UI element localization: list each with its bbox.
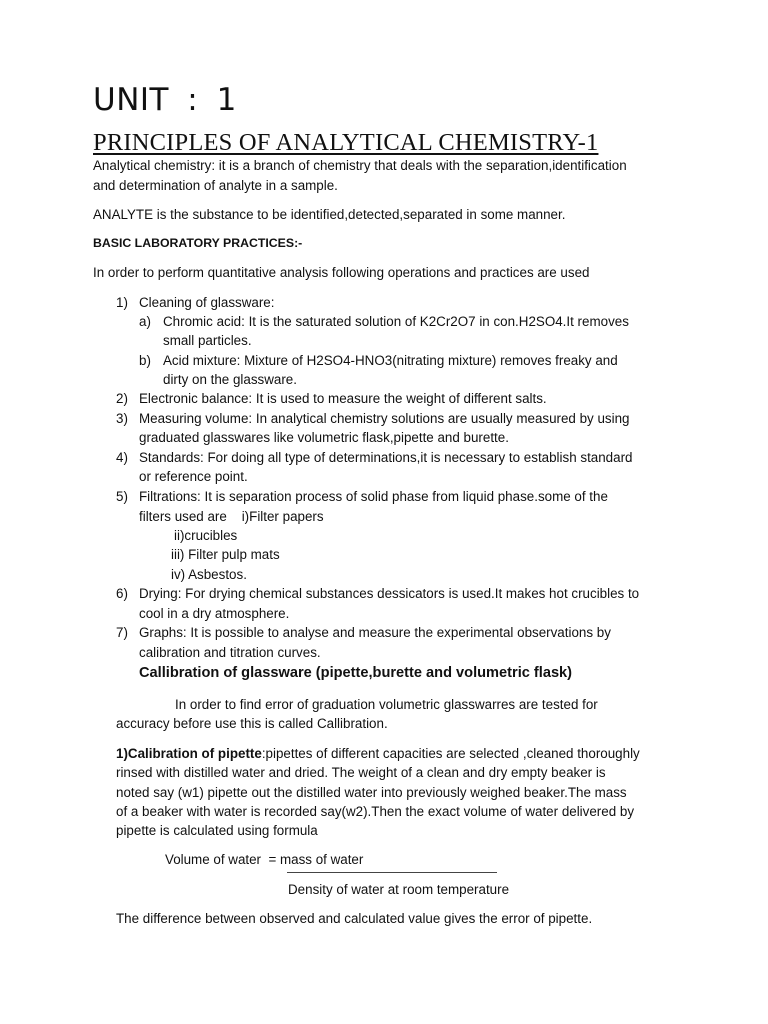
pipette-paragraph-line-1 bbox=[116, 746, 640, 761]
list-text: or reference point. bbox=[139, 469, 248, 484]
basic-practices-heading: BASIC LABORATORY PRACTICES:- bbox=[93, 236, 303, 250]
list-text: small particles. bbox=[163, 333, 252, 348]
definition-line-1: Analytical chemistry: it is a branch of chemistry that deals with the separation,identification bbox=[93, 158, 627, 173]
page-title: PRINCIPLES OF ANALYTICAL CHEMISTRY-1 bbox=[93, 129, 599, 156]
fraction-bar bbox=[287, 872, 497, 873]
list-number: a) bbox=[139, 314, 151, 329]
calibration-heading: Callibration of glassware (pipette,burette and volumetric flask) bbox=[139, 665, 573, 681]
calibration-intro-line-2: accuracy before use this is called Callibration. bbox=[116, 716, 388, 731]
pipette-paragraph-line-3: noted say (w1) pipette out the distilled water into previously weighed beaker.The mass bbox=[116, 785, 627, 800]
list-text: Drying: For drying chemical substances dessicators is used.It makes hot crucibles to bbox=[139, 586, 640, 601]
list-text: calibration and titration curves. bbox=[139, 645, 321, 660]
list-number: 5) bbox=[116, 489, 128, 504]
formula-denominator: Density of water at room temperature bbox=[288, 882, 510, 897]
filter-type: iii) Filter pulp mats bbox=[171, 547, 280, 562]
definition-line-2: and determination of analyte in a sample. bbox=[93, 178, 338, 193]
list-number: 4) bbox=[116, 450, 128, 465]
list-text: Chromic acid: It is the saturated solution of K2Cr2O7 in con.H2SO4.It removes bbox=[163, 314, 629, 329]
formula-numerator: Volume of water = mass of water bbox=[165, 852, 364, 867]
list-number: 2) bbox=[116, 391, 128, 406]
list-text: Measuring volume: In analytical chemistry solutions are usually measured by using bbox=[139, 411, 630, 426]
pipette-paragraph-line-5: pipette is calculated using formula bbox=[116, 823, 318, 838]
list-text: Standards: For doing all type of determinations,it is necessary to establish standard bbox=[139, 450, 633, 465]
pipette-label: 1)Calibration of pipette bbox=[116, 746, 262, 761]
filter-type: iv) Asbestos. bbox=[171, 567, 247, 582]
conclusion-text: The difference between observed and calculated value gives the error of pipette. bbox=[116, 911, 593, 926]
list-text: cool in a dry atmosphere. bbox=[139, 606, 290, 621]
list-text: Filtrations: It is separation process of solid phase from liquid phase.some of the bbox=[139, 489, 608, 504]
list-text: Electronic balance: It is used to measure the weight of different salts. bbox=[139, 391, 547, 406]
analyte-definition: ANALYTE is the substance to be identified,detected,separated in some manner. bbox=[93, 207, 566, 222]
list-text: Graphs: It is possible to analyse and measure the experimental observations by bbox=[139, 625, 611, 640]
list-number: 3) bbox=[116, 411, 128, 426]
list-number: 7) bbox=[116, 625, 128, 640]
list-number: b) bbox=[139, 353, 151, 368]
list-text: Cleaning of glassware: bbox=[139, 295, 275, 310]
intro-paragraph: In order to perform quantitative analysis following operations and practices are used bbox=[93, 265, 590, 280]
list-text: filters used are i)Filter papers bbox=[139, 509, 324, 524]
list-text: dirty on the glassware. bbox=[163, 372, 297, 387]
filter-type: ii)crucibles bbox=[174, 528, 238, 543]
calibration-intro-line-1: In order to find error of graduation volumetric glasswarres are tested for bbox=[175, 697, 598, 712]
list-text: graduated glasswares like volumetric flask,pipette and burette. bbox=[139, 430, 509, 445]
pipette-paragraph-line-4: of a beaker with water is recorded say(w2).Then the exact volume of water delivered by bbox=[116, 804, 635, 819]
pipette-text: :pipettes of different capacities are selected ,cleaned thoroughly bbox=[261, 746, 640, 761]
pipette-paragraph-line-2: rinsed with distilled water and dried. The weight of a clean and dry empty beaker is bbox=[116, 765, 606, 780]
list-number: 1) bbox=[116, 295, 128, 310]
list-number: 6) bbox=[116, 586, 128, 601]
unit-heading: UNIT : 1 bbox=[93, 82, 237, 118]
list-text: Acid mixture: Mixture of H2SO4-HNO3(nitrating mixture) removes freaky and bbox=[163, 353, 618, 368]
